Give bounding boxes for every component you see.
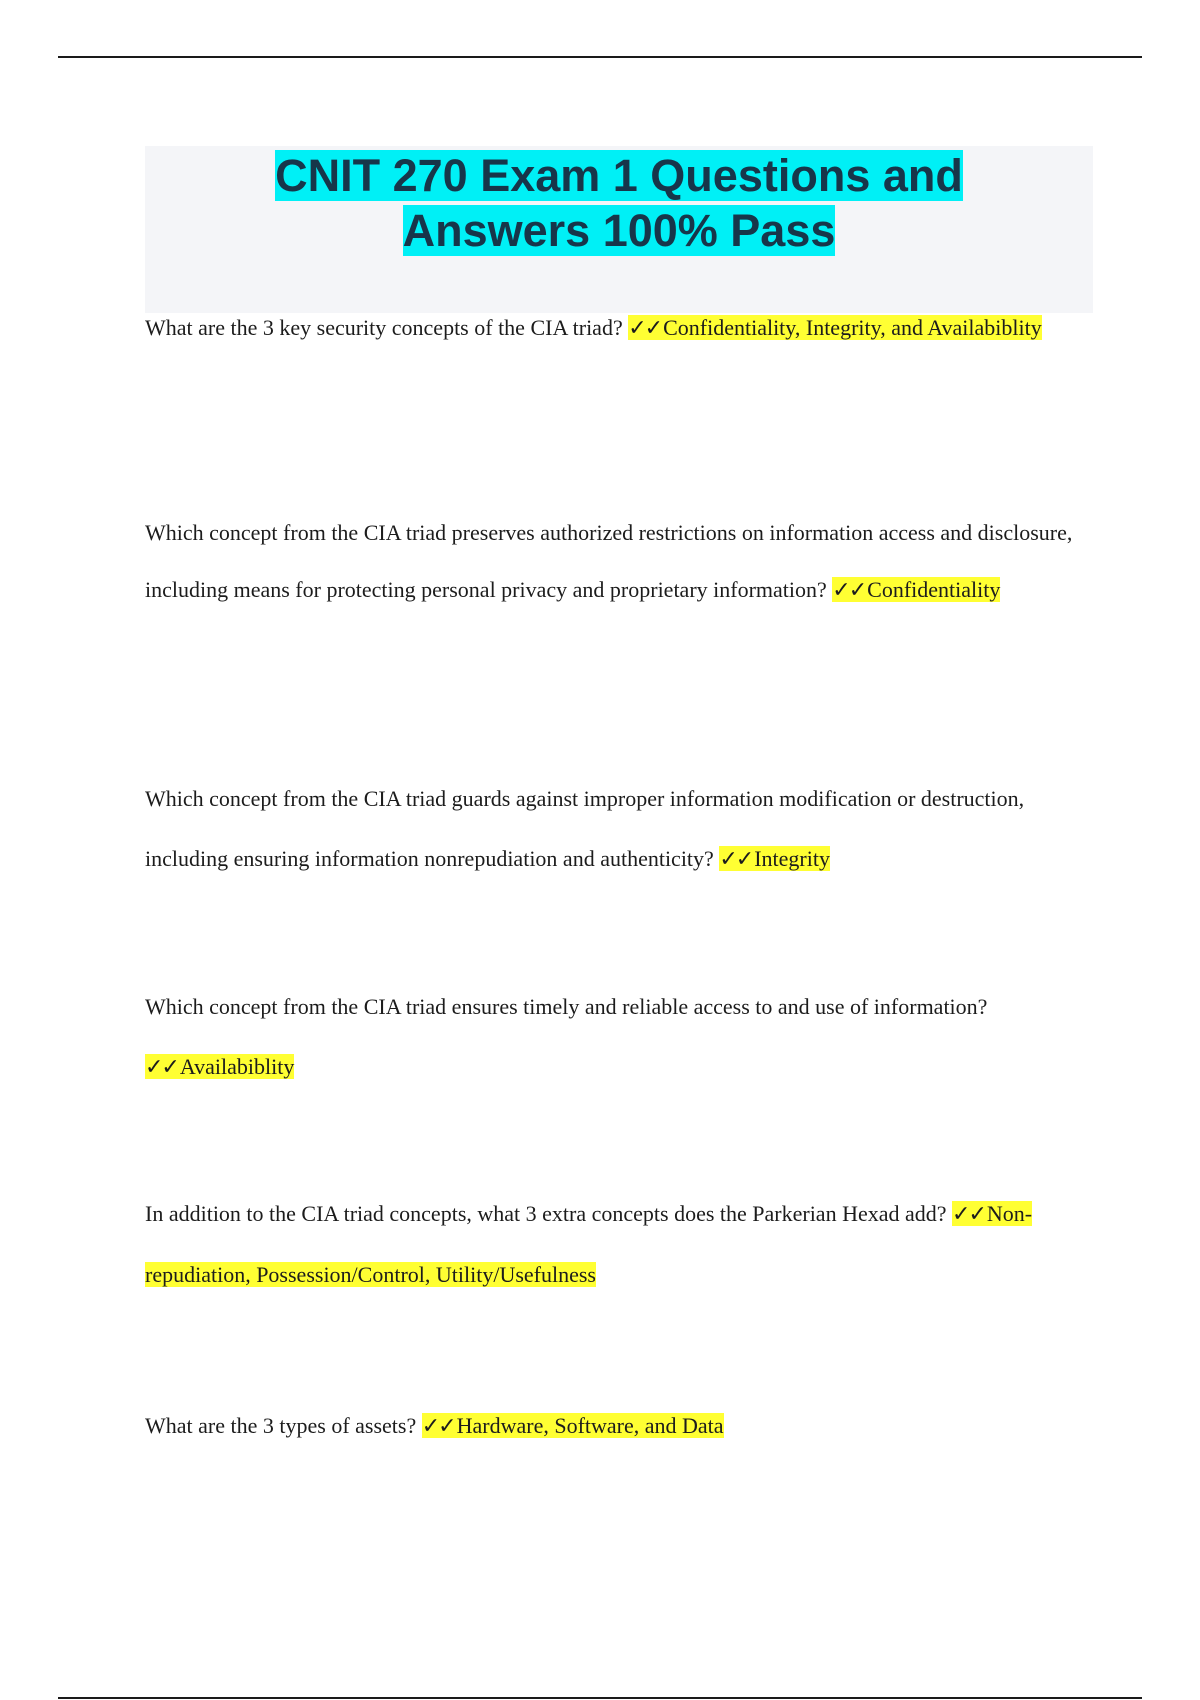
answer-highlight — [422, 1413, 724, 1438]
question-text: Which concept from the CIA triad guards against improper information modification or destruction, including ensuring information nonrepudiation and authenticity? — [145, 786, 1025, 871]
qa-item-2 — [145, 504, 1105, 619]
double-check-icon: ✓✓ — [421, 1414, 455, 1439]
question-text: In addition to the CIA triad concepts, what 3 extra concepts does the Parkerian Hexad add? — [145, 1201, 947, 1226]
double-check-icon: ✓✓ — [145, 1055, 178, 1080]
double-check-icon: ✓✓ — [719, 847, 753, 872]
answer-text: Hardware, Software, and Data — [456, 1413, 724, 1438]
answer-text: Integrity — [754, 846, 830, 871]
question-text: What are the 3 types of assets? — [145, 1413, 417, 1438]
answer-highlight — [628, 315, 1041, 340]
qa-item-6 — [145, 1396, 1105, 1457]
title-line-2: Answers 100% Pass — [402, 205, 836, 256]
qa-item-3 — [145, 769, 1105, 890]
document-title — [145, 146, 1093, 258]
answer-highlight — [145, 1054, 294, 1079]
qa-item-5 — [145, 1184, 1105, 1305]
question-text: Which concept from the CIA triad ensures timely and reliable access to and use of information? — [145, 994, 988, 1019]
answer-text: Confidentiality, Integrity, and Availabiblity — [663, 315, 1042, 340]
qa-item-4 — [145, 977, 1105, 1098]
double-check-icon: ✓✓ — [832, 578, 866, 603]
qa-item-1 — [145, 298, 1105, 359]
title-line-1: CNIT 270 Exam 1 Questions and — [275, 150, 963, 201]
answer-text: Non-repudiation, Possession/Control, Utility/Usefulness — [145, 1201, 1033, 1287]
answer-highlight — [719, 846, 830, 871]
answer-highlight — [832, 577, 1000, 602]
answer-text: Availabiblity — [179, 1054, 295, 1079]
header-rule — [58, 56, 1142, 58]
question-text: Which concept from the CIA triad preserves authorized restrictions on information access and disclosure, including means for protecting personal privacy and proprietary information? — [145, 520, 1073, 602]
footer-rule — [58, 1697, 1142, 1699]
double-check-icon: ✓✓ — [628, 316, 662, 341]
double-check-icon: ✓✓ — [952, 1202, 985, 1227]
question-text: What are the 3 key security concepts of the CIA triad? — [145, 315, 623, 340]
answer-text: Confidentiality — [867, 577, 1001, 602]
title-banner — [145, 146, 1093, 313]
